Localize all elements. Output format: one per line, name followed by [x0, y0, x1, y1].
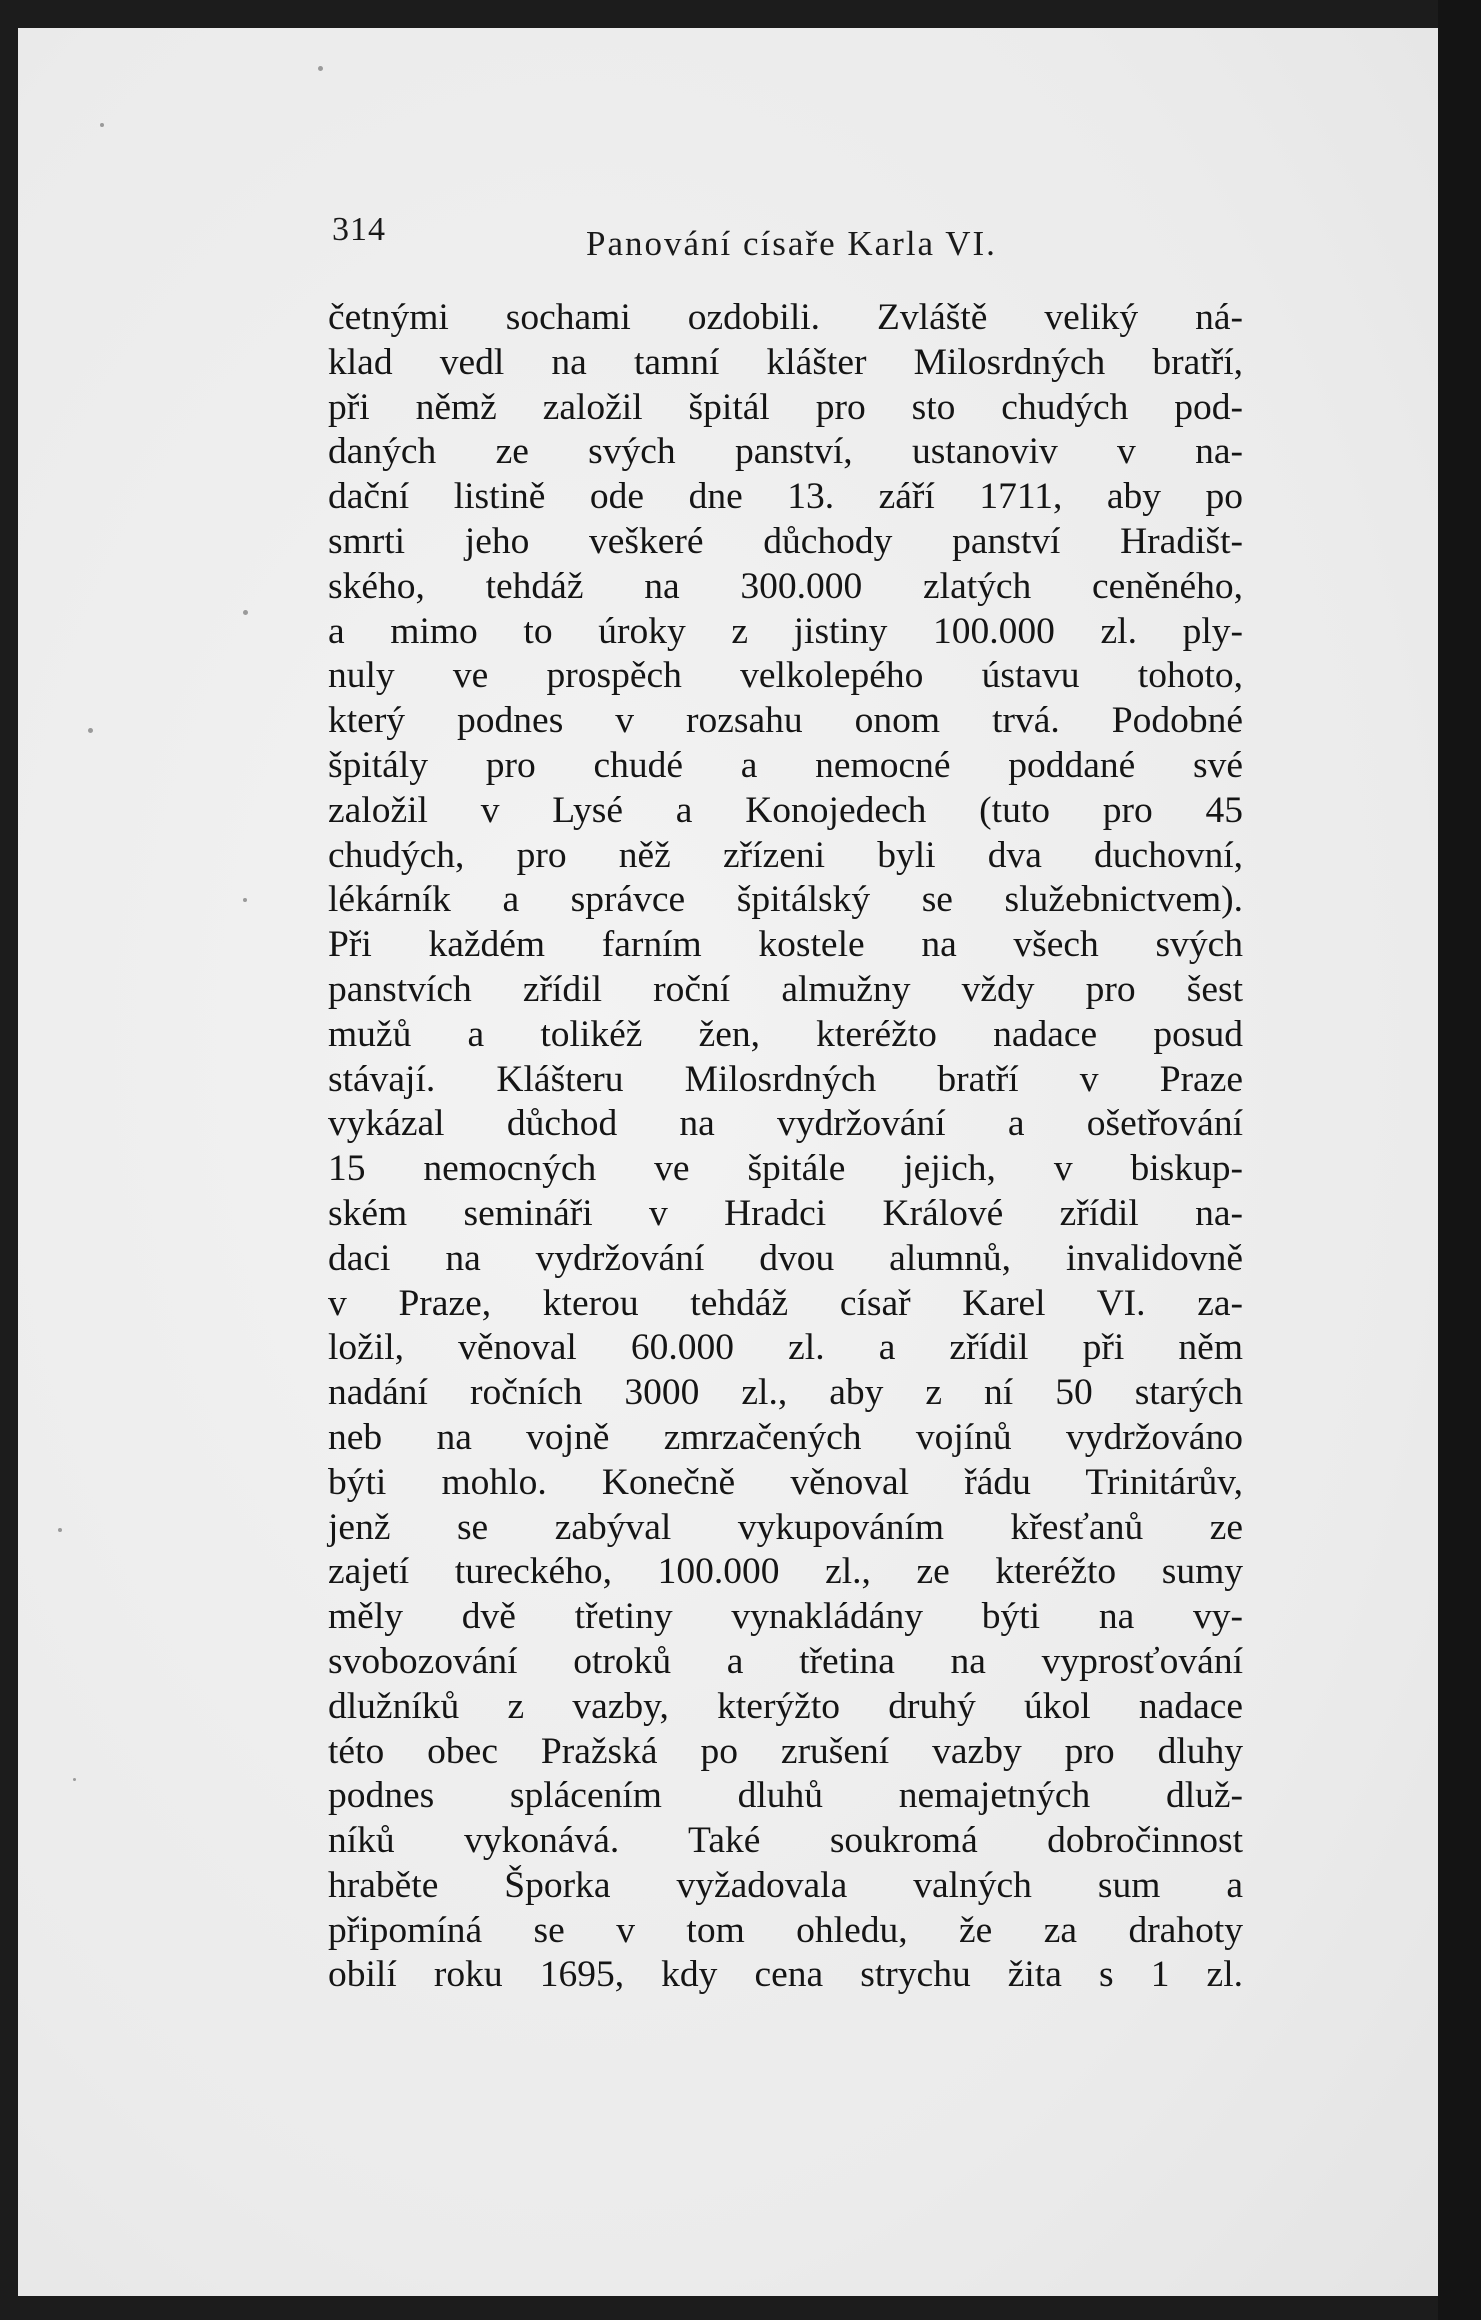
paper-speck — [58, 1528, 62, 1532]
text-line: podnes splácením dluhů nemajetných dluž- — [328, 1775, 1243, 1817]
text-line: připomíná se v tom ohledu, že za drahoty — [328, 1909, 1243, 1951]
page-number: 314 — [332, 211, 386, 248]
text-line: býti mohlo. Konečně věnoval řádu Trinitárův, — [328, 1461, 1243, 1503]
text-line: stávají. Klášteru Milosrdných bratří v Praze — [328, 1058, 1243, 1100]
text-line: klad vedl na tamní klášter Milosrdných bratří, — [328, 341, 1243, 383]
paper-speck — [243, 610, 248, 615]
text-line: daci na vydržování dvou alumnů, invalidovně — [328, 1237, 1243, 1279]
text-line: jenž se zabýval vykupováním křesťanů ze — [328, 1506, 1243, 1548]
text-line: vykázal důchod na vydržování a ošetřování — [328, 1103, 1243, 1145]
text-line: měly dvě třetiny vynakládány býti na vy- — [328, 1596, 1243, 1638]
text-line: ložil, věnoval 60.000 zl. a zřídil při něm — [328, 1327, 1243, 1369]
page-header — [310, 207, 1270, 267]
text-line: této obec Pražská po zrušení vazby pro dluhy — [328, 1730, 1243, 1772]
text-line: špitály pro chudé a nemocné poddané své — [328, 744, 1243, 786]
paper-speck — [88, 728, 93, 733]
text-line: Při každém farním kostele na všech svých — [328, 924, 1243, 966]
text-line: hraběte Šporka vyžadovala valných sum a — [328, 1864, 1243, 1906]
text-line: panstvích zřídil roční almužny vždy pro šest — [328, 968, 1243, 1010]
text-line: svobozování otroků a třetina na vyprosťování — [328, 1640, 1243, 1682]
text-line: chudých, pro něž zřízeni byli dva duchovní, — [328, 834, 1243, 876]
body-text — [328, 296, 1243, 1998]
text-line: obilí roku 1695, kdy cena strychu žita s 1 zl. — [328, 1954, 1243, 1996]
text-line: dační listině ode dne 13. září 1711, aby po — [328, 476, 1243, 518]
text-line: založil v Lysé a Konojedech (tuto pro 45 — [328, 789, 1243, 831]
text-line: níků vykonává. Také soukromá dobročinnost — [328, 1820, 1243, 1862]
text-line: zajetí tureckého, 100.000 zl., ze kteréžto sumy — [328, 1551, 1243, 1593]
text-line: a mimo to úroky z jistiny 100.000 zl. ply- — [328, 610, 1243, 652]
text-line: mužů a tolikéž žen, kteréžto nadace posud — [328, 1013, 1243, 1055]
text-line: ském semináři v Hradci Králové zřídil na- — [328, 1192, 1243, 1234]
text-line: dlužníků z vazby, kterýžto druhý úkol nadace — [328, 1685, 1243, 1727]
text-line: četnými sochami ozdobili. Zvláště veliký ná- — [328, 297, 1243, 338]
text-line: ského, tehdáž na 300.000 zlatých ceněného, — [328, 565, 1243, 607]
text-line: při němž založil špitál pro sto chudých pod- — [328, 386, 1243, 428]
text-line: 15 nemocných ve špitále jejich, v biskup- — [328, 1148, 1243, 1190]
paper-speck — [73, 1778, 76, 1781]
scan-edge — [1438, 0, 1481, 2320]
running-title: Panování císaře Karla VI. — [586, 224, 997, 263]
paper-speck — [318, 66, 323, 71]
text-line: který podnes v rozsahu onom trvá. Podobné — [328, 700, 1243, 742]
paper-speck — [243, 898, 247, 902]
paper-speck — [100, 123, 104, 127]
text-line: daných ze svých panství, ustanoviv v na- — [328, 431, 1243, 473]
text-line: nadání ročních 3000 zl., aby z ní 50 starých — [328, 1372, 1243, 1414]
text-line: neb na vojně zmrzačených vojínů vydržováno — [328, 1416, 1243, 1458]
text-line: smrti jeho veškeré důchody panství Hradišt- — [328, 520, 1243, 562]
text-line: nuly ve prospěch velkolepého ústavu tohoto, — [328, 655, 1243, 697]
text-line: lékárník a správce špitálský se služebnictvem). — [328, 879, 1243, 921]
text-line: v Praze, kterou tehdáž císař Karel VI. za- — [328, 1282, 1243, 1324]
